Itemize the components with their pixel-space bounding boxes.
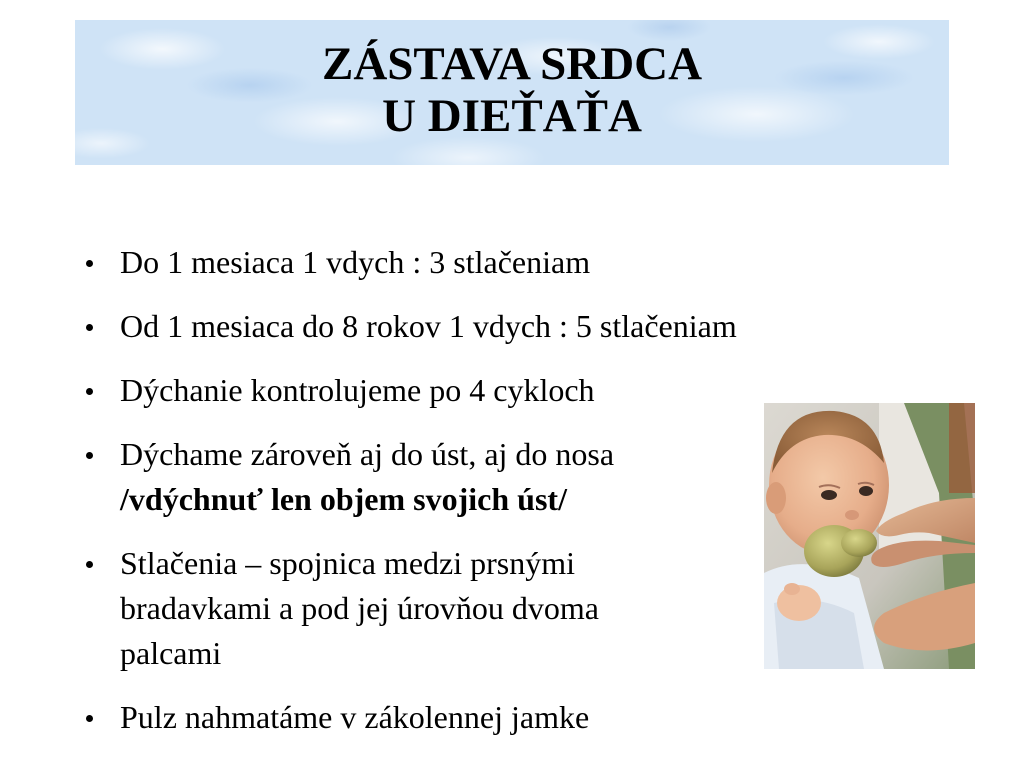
bullet-dot-icon <box>86 452 93 459</box>
bullet-text: Do 1 mesiaca 1 vdych : 3 stlačeniam <box>120 244 591 280</box>
list-item <box>86 240 737 285</box>
title-line-1: ZÁSTAVA SRDCA <box>321 38 703 90</box>
bullet-dot-icon <box>86 324 93 331</box>
bullet-dot-icon <box>86 715 93 722</box>
bullet-dot-icon <box>86 388 93 395</box>
list-item <box>86 368 737 413</box>
list-item <box>86 695 737 740</box>
bullet-text: Dýchanie kontrolujeme po 4 cykloch <box>120 372 595 408</box>
list-item <box>86 432 737 522</box>
baby-eating-pear-icon <box>764 403 975 669</box>
title-line-2: U DIEŤAŤA <box>382 90 642 142</box>
bullet-list <box>86 240 737 759</box>
bullet-text: bradavkami a pod jej úrovňou dvoma <box>120 590 599 626</box>
baby-photo <box>764 403 975 669</box>
bullet-text: Od 1 mesiaca do 8 rokov 1 vdych : 5 stlačeniam <box>120 308 737 344</box>
bullet-text: Dýchame zároveň aj do úst, aj do nosa <box>120 436 615 472</box>
bullet-text: Stlačenia – spojnica medzi prsnými <box>120 545 575 581</box>
bullet-dot-icon <box>86 260 93 267</box>
list-item <box>86 304 737 349</box>
bullet-text: Pulz nahmatáme v zákolennej jamke <box>120 699 590 735</box>
bullet-text-bold: /vdýchnuť len objem svojich úst/ <box>120 481 567 517</box>
list-item <box>86 541 737 676</box>
bullet-dot-icon <box>86 561 93 568</box>
bullet-text: palcami <box>120 635 222 671</box>
title-banner <box>75 20 949 165</box>
